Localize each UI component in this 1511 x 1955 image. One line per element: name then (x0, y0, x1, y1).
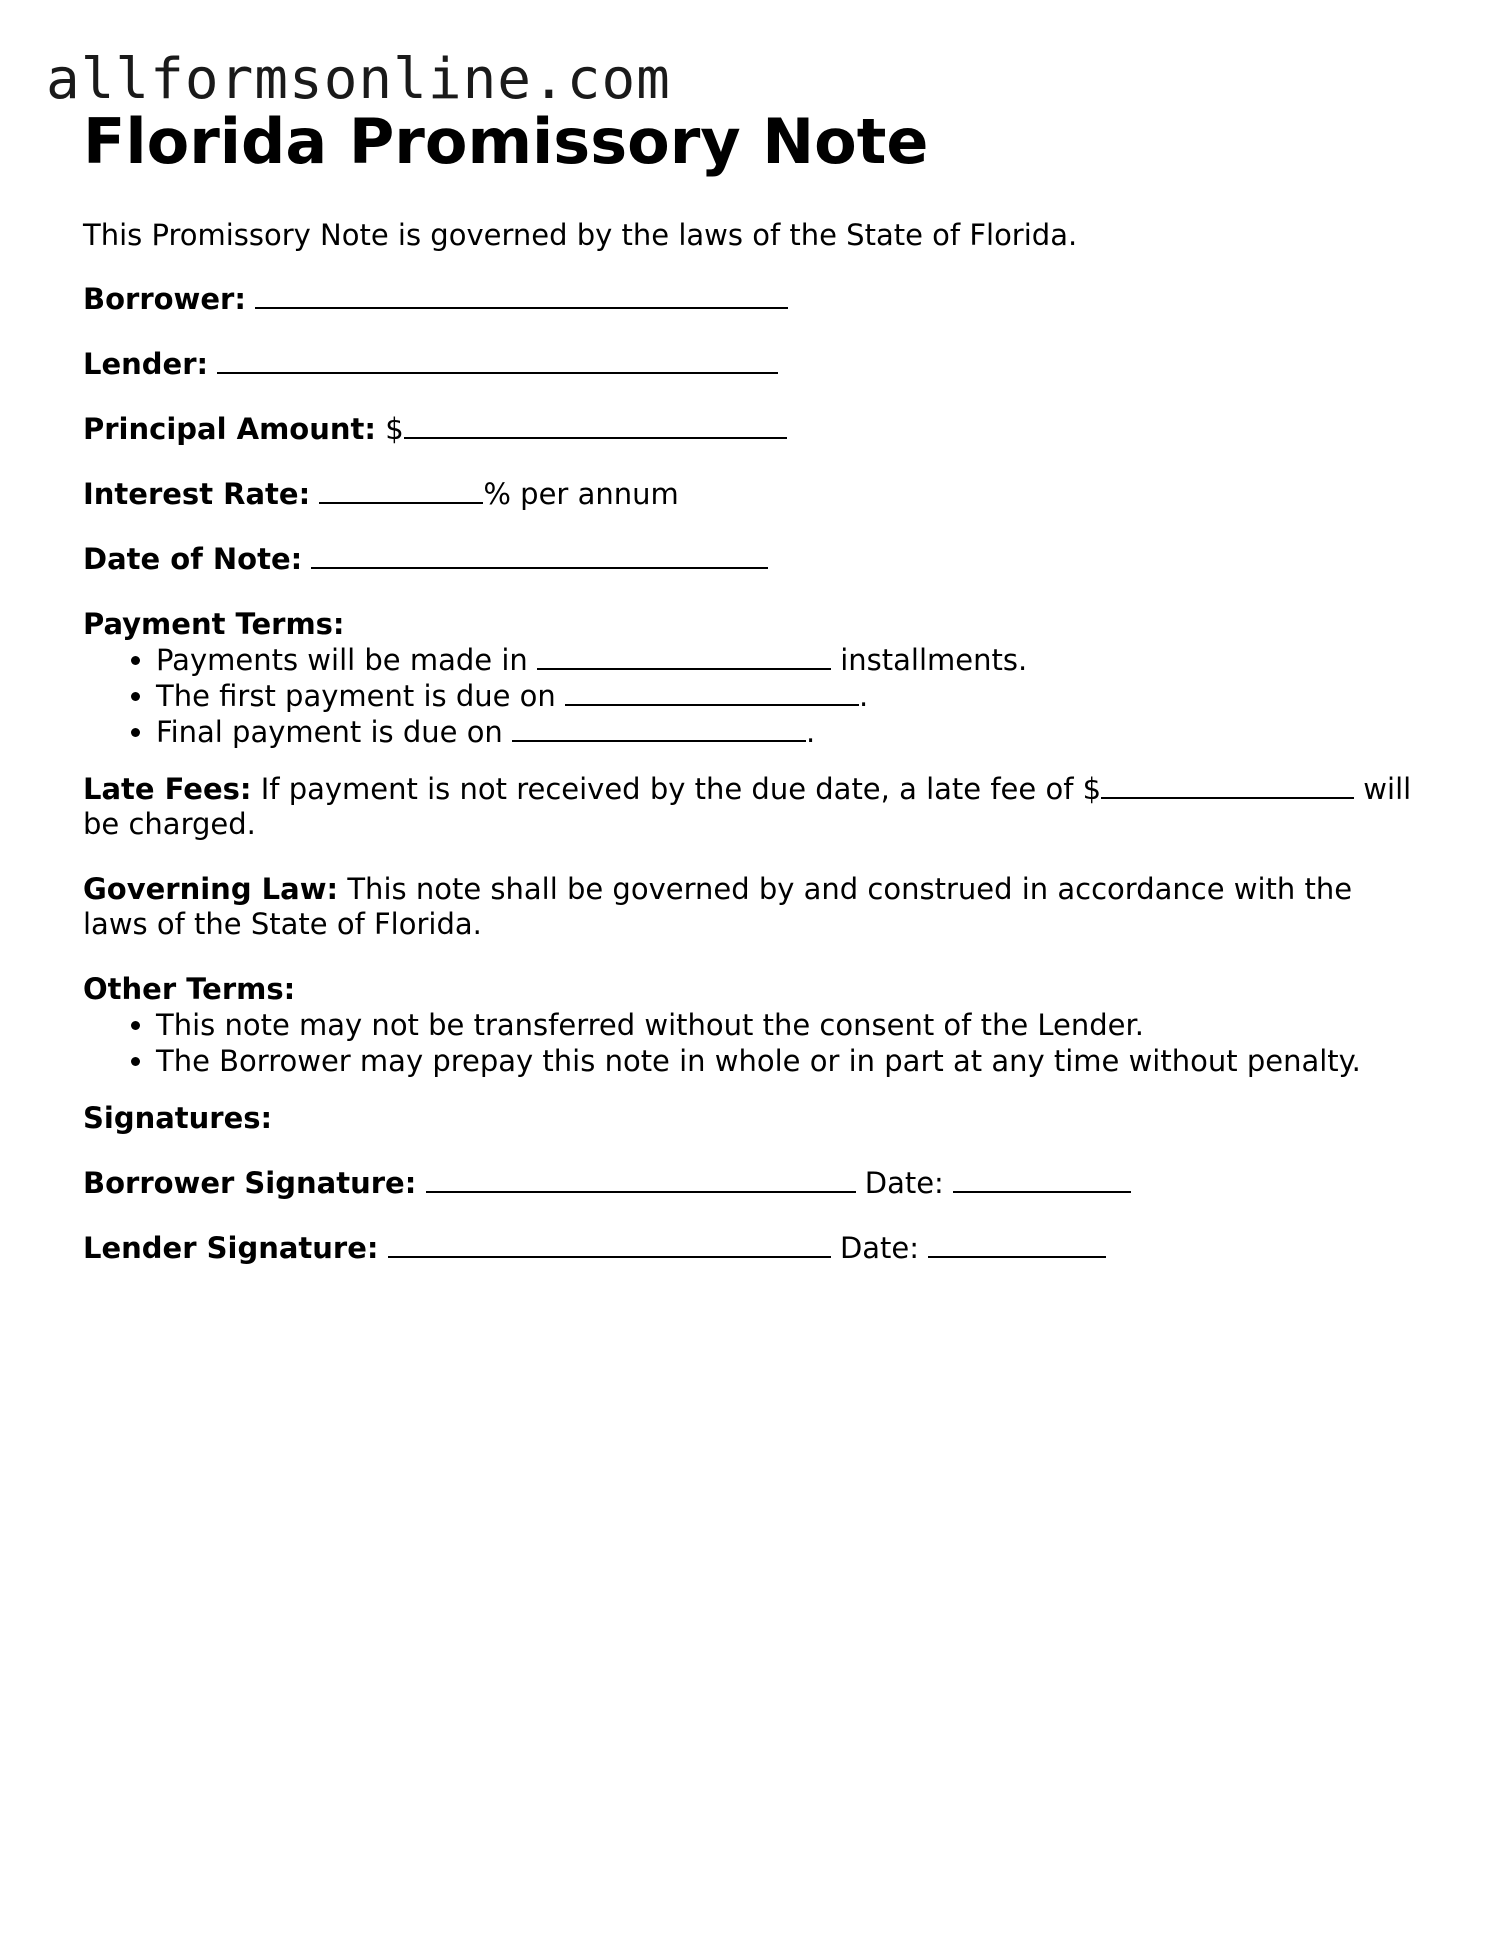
late-fees-text: If payment is not received by the due date, a late fee of $ (260, 772, 1102, 806)
borrower-row (83, 282, 1443, 317)
list-item: • This note may not be transferred without the consent of the Lender. (156, 1007, 1443, 1043)
signatures-heading: Signatures: (83, 1101, 273, 1135)
payment-terms-heading: Payment Terms: (83, 607, 345, 641)
governing-law-label: Governing Law: (83, 872, 339, 906)
borrower-label: Borrower: (83, 282, 246, 316)
lender-signature-label: Lender Signature: (83, 1231, 379, 1265)
first-payment-period: . (859, 679, 869, 713)
final-payment-period: . (806, 715, 816, 749)
list-item (156, 714, 1443, 750)
borrower-signature-blank[interactable] (426, 1167, 856, 1193)
lender-signature-blank[interactable] (388, 1232, 831, 1258)
governing-law-text: This note shall be governed by and construed in accordance with the laws of the State of Florida. (83, 872, 1353, 941)
principal-blank[interactable] (404, 413, 787, 439)
list-item (156, 678, 1443, 714)
site-watermark: allformsonline.com (46, 47, 671, 112)
interest-blank[interactable] (319, 478, 483, 504)
late-fee-blank[interactable] (1101, 773, 1354, 799)
lender-blank[interactable] (217, 348, 778, 374)
interest-row (83, 477, 1443, 512)
borrower-date-blank[interactable] (953, 1167, 1131, 1193)
payment-terms-list (83, 642, 1443, 750)
borrower-signature-row (83, 1166, 1443, 1201)
first-payment-blank[interactable] (565, 680, 859, 706)
lender-row (83, 347, 1443, 382)
installments-text: Payments will be made in (156, 643, 528, 677)
promissory-note-document (83, 104, 1443, 1266)
date-row (83, 542, 1443, 577)
date-blank[interactable] (311, 543, 768, 569)
late-fees-paragraph (83, 772, 1413, 842)
installments-blank[interactable] (537, 644, 831, 670)
other-terms-list (83, 1007, 1443, 1079)
lender-label: Lender: (83, 347, 209, 381)
borrower-date-label: Date: (864, 1166, 944, 1200)
other-terms-heading: Other Terms: (83, 972, 296, 1006)
interest-label: Interest Rate: (83, 477, 311, 511)
date-label: Date of Note: (83, 542, 303, 576)
principal-row (83, 412, 1443, 447)
late-fees-label: Late Fees: (83, 772, 252, 806)
lender-signature-row (83, 1231, 1443, 1266)
interest-suffix: % per annum (483, 477, 679, 511)
lender-date-blank[interactable] (928, 1232, 1106, 1258)
first-payment-text: The first payment is due on (156, 679, 556, 713)
final-payment-text: Final payment is due on (156, 715, 503, 749)
installments-suffix: installments. (840, 643, 1028, 677)
principal-currency: $ (385, 412, 404, 446)
late-fees-text-after: will be charged. (83, 772, 1412, 841)
list-item (156, 642, 1443, 678)
document-title: Florida Promissory Note (83, 105, 929, 178)
list-item: • The Borrower may prepay this note in whole or in part at any time without penalty. (156, 1043, 1443, 1079)
lender-date-label: Date: (839, 1231, 920, 1265)
borrower-signature-label: Borrower Signature: (83, 1166, 417, 1200)
borrower-blank[interactable] (255, 283, 788, 309)
intro-paragraph: This Promissory Note is governed by the laws of the State of Florida. (83, 218, 1078, 252)
governing-law-paragraph (83, 872, 1413, 942)
principal-label: Principal Amount: (83, 412, 376, 446)
final-payment-blank[interactable] (512, 716, 806, 742)
